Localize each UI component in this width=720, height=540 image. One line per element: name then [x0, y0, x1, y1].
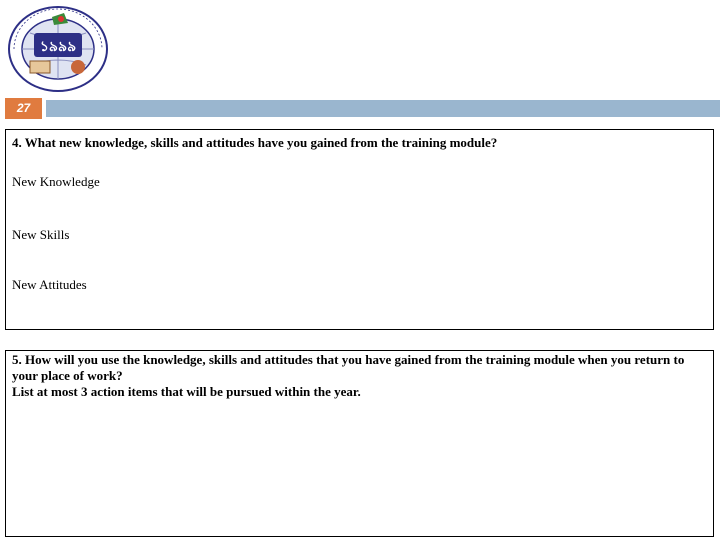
new-skills-label: New Skills: [12, 227, 70, 242]
question-5-box: [5, 350, 714, 537]
question-4-prompt: 4. What new knowledge, skills and attitudes have you gained from the training module?: [12, 135, 498, 150]
new-knowledge-label: New Knowledge: [12, 174, 100, 189]
slide-header-bar: [0, 98, 720, 119]
question-5-prompt-line2: List at most 3 action items that will be pursued within the year.: [12, 384, 361, 399]
question-4-box: [5, 129, 714, 330]
slide-number: 27: [5, 98, 42, 119]
question-5-prompt: [12, 352, 707, 400]
new-attitudes-label: New Attitudes: [12, 277, 87, 292]
svg-text:১৯৯৯: ১৯৯৯: [39, 39, 77, 55]
institution-logo-icon: [6, 3, 110, 95]
question-5-prompt-line1: 5. How will you use the knowledge, skills and attitudes that you have gained from the training module when you return to your place of work?: [12, 352, 685, 383]
header-accent-bar: [46, 100, 720, 117]
